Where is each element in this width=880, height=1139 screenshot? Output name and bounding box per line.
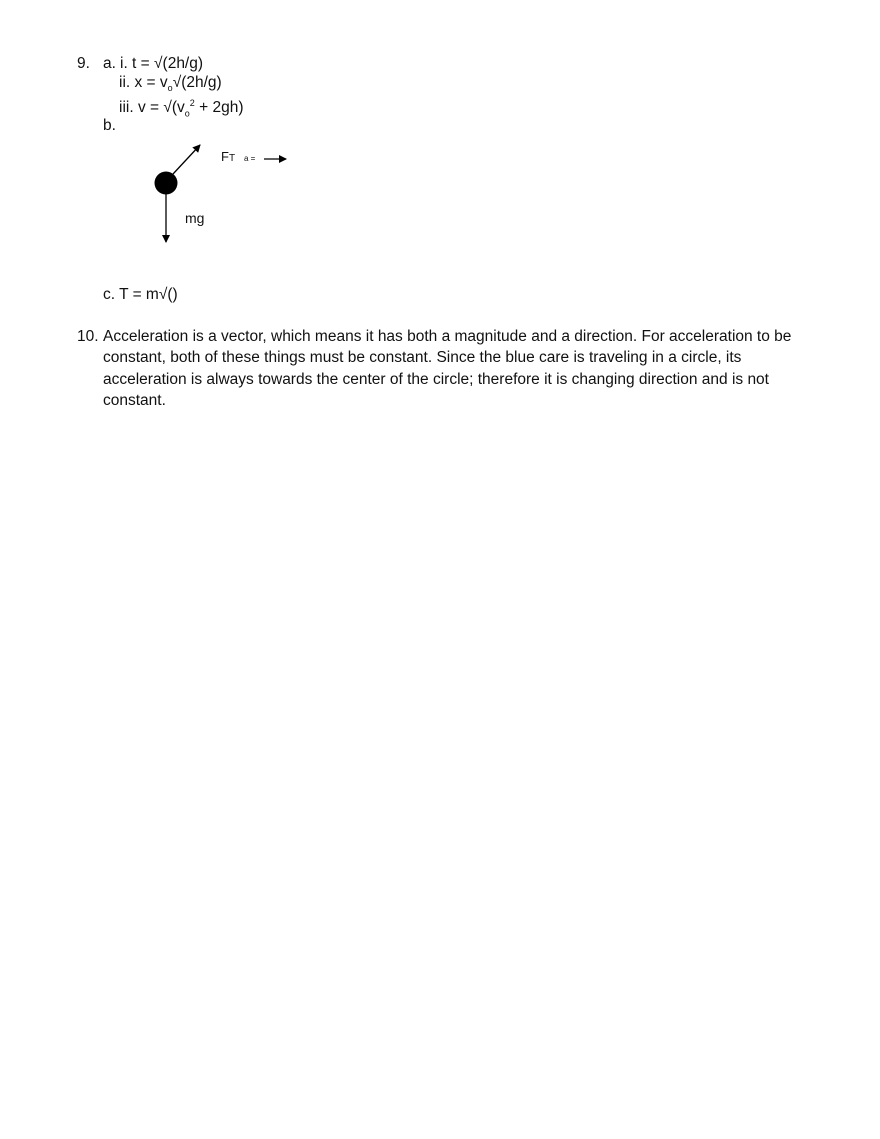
tension-arrow bbox=[173, 145, 200, 174]
a-iii-text: iii. v = √(v bbox=[119, 99, 185, 117]
a-ii-subscript: o bbox=[167, 83, 173, 94]
a-ii-text-end: √(2h/g) bbox=[172, 74, 222, 91]
a-iii-superscript: 2 bbox=[189, 98, 195, 108]
tension-sub: T bbox=[228, 153, 236, 164]
a-iii-text-end: + 2gh) bbox=[194, 99, 244, 117]
tension-label bbox=[221, 147, 235, 169]
part-b-label: b. bbox=[103, 117, 116, 134]
mass-ball bbox=[155, 172, 178, 195]
question-10-answer: Acceleration is a vector, which means it has both a magnitude and a direction. For acceleration to be constant, both of these things must be constant. Since the blue care is traveling in a circle, its acceleration is always towards the center of the circle; therefore it is changing direction and is not constant. bbox=[103, 328, 792, 409]
a-ii-text: ii. x = v bbox=[119, 74, 168, 91]
part-c: c. T = m√() bbox=[103, 286, 178, 303]
free-body-diagram bbox=[0, 0, 880, 300]
part-a-i: i. t = √(2h/g) bbox=[120, 55, 204, 72]
question-10-number: 10. bbox=[77, 328, 99, 345]
a-iii-subscript: o bbox=[184, 108, 190, 119]
acceleration-label: a = bbox=[244, 154, 256, 163]
tension-f: F bbox=[221, 149, 229, 164]
part-a-label: a. bbox=[103, 55, 116, 72]
question-9-number: 9. bbox=[77, 55, 90, 72]
gravity-label: mg bbox=[185, 210, 205, 226]
